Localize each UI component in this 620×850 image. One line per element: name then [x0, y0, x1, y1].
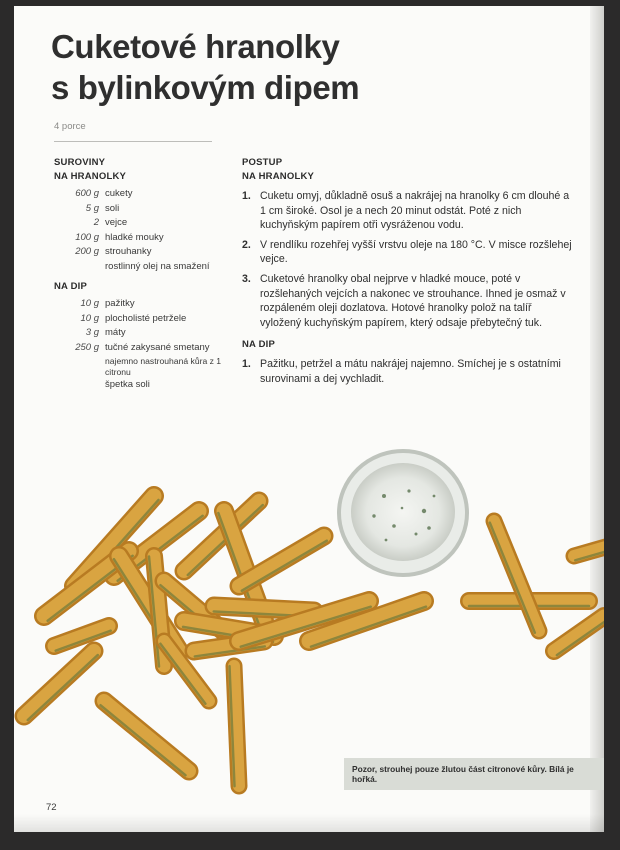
page-shadow: [14, 814, 604, 832]
ingredient-row: [54, 326, 239, 341]
recipe-title-line-1: Cuketové hranolky: [51, 28, 340, 65]
fries-pile: [24, 496, 604, 786]
step-number: 2.: [242, 238, 251, 251]
ingredient-quantity: [54, 378, 105, 393]
ingredient-quantity: 2: [93, 217, 99, 228]
ingredient-name: rostlinný olej na smažení: [105, 260, 210, 272]
ingredient-name: soli: [105, 202, 120, 214]
ingredient-row: [54, 187, 239, 202]
ingredient-name: vejce: [105, 217, 128, 228]
ingredient-name: tučné zakysané smetany: [105, 341, 210, 353]
ingredient-quantity: 100 g: [75, 231, 99, 243]
ingredient-quantity: [54, 260, 105, 275]
ingredient-quantity: [54, 355, 105, 378]
page-number: 72: [46, 802, 57, 813]
ingredient-name: plocholisté petržele: [105, 312, 187, 324]
method-step: [242, 189, 572, 233]
step-text: V rendlíku rozehřej vyšší vrstvu oleje na 180 °C. V misce rozšlehej vejce.: [260, 238, 572, 266]
portions: 4 porce: [54, 121, 86, 132]
zucchini-fry: [554, 616, 604, 651]
ingredient-row: [54, 378, 239, 393]
zucchini-fry: [104, 701, 189, 771]
divider: [54, 141, 212, 142]
ingredient-row: [54, 341, 239, 356]
dip-bowl: [339, 451, 467, 575]
ingredient-quantity: 5 g: [85, 202, 99, 214]
ingredient-row: [54, 355, 239, 378]
ingredient-row: [54, 216, 239, 231]
ingredient-name: špetka soli: [105, 379, 150, 390]
ingredient-quantity: 250 g: [75, 341, 99, 353]
step-text: Cuketové hranolky obal nejprve v hladké mouce, poté v rozšlehaných vejcích a nakonec ve strouhance. Ihned je osmaž v rozpáleném oleji dozlatova. Hotové hranolky polož na talíř vyložený kuchyňským papírem, který odsaje přebytečný tuk.: [260, 272, 566, 329]
step-text: Cuketu omyj, důkladně osuš a nakrájej na hranolky 6 cm dlouhé a 1 cm široké. Osol je a nech 20 minut odstát. Poté z nich kuchyňským papírem otři vysráženou vodu.: [260, 190, 570, 232]
method-step: [242, 272, 572, 330]
ingredient-row: [54, 312, 239, 327]
step-number: 1.: [242, 190, 251, 202]
ingredient-quantity: 3 g: [85, 327, 99, 338]
fries-ingredient-list: [54, 187, 239, 274]
ingredient-name: pažitky: [105, 298, 135, 309]
zucchini-fry: [494, 521, 539, 631]
ingredient-row: [54, 231, 239, 246]
ingredient-quantity: 10 g: [80, 312, 99, 324]
step-text: Pažitku, petržel a mátu nakrájej najemno. Smíchej je s ostatními surovinami a dej vychladit.: [260, 358, 561, 385]
fries-photo: [14, 436, 604, 796]
ingredient-name: cukety: [105, 188, 133, 199]
method-section: [242, 156, 572, 387]
ingredient-quantity: 200 g: [75, 246, 99, 257]
zucchini-skin: [101, 705, 186, 775]
fries-method-heading: NA HRANOLKY: [242, 171, 315, 182]
method-heading: POSTUP: [242, 157, 283, 168]
method-step: [242, 357, 572, 386]
ingredient-name: strouhanky: [105, 246, 152, 257]
ingredient-row: [54, 202, 239, 217]
dip-method-heading: NA DIP: [242, 339, 276, 351]
tip-note: Pozor, strouhej pouze žlutou část citronové kůry. Bílá je hořká.: [344, 758, 604, 790]
ingredients-heading: SUROVINY: [54, 157, 106, 168]
zucchini-fry: [214, 606, 314, 611]
zucchini-skin: [28, 655, 98, 720]
ingredients-section: [54, 156, 239, 393]
ingredient-row: [54, 297, 239, 312]
cookbook-page: [14, 6, 604, 832]
recipe-title: [51, 26, 359, 108]
fries-steps: [242, 189, 572, 330]
ingredient-row: [54, 245, 239, 260]
step-number: 1.: [242, 358, 251, 371]
dip-steps: [242, 357, 572, 386]
fries-ingredients-heading: NA HRANOLKY: [54, 171, 127, 182]
ingredient-row: [54, 260, 239, 275]
ingredient-name: máty: [105, 327, 126, 338]
ingredient-quantity: 600 g: [75, 188, 99, 199]
ingredient-quantity: 10 g: [80, 298, 99, 309]
dip-ingredient-list: [54, 297, 239, 393]
method-step: [242, 238, 572, 267]
ingredient-name: hladké mouky: [105, 231, 164, 243]
step-number: 3.: [242, 272, 251, 285]
zucchini-skin: [490, 523, 535, 633]
zucchini-fry: [24, 651, 94, 716]
ingredient-name: najemno nastrouhaná kůra z 1 citronu: [105, 356, 222, 377]
recipe-title-line-2: s bylinkovým dipem: [51, 69, 360, 106]
dip-ingredients-heading: NA DIP: [54, 281, 88, 292]
